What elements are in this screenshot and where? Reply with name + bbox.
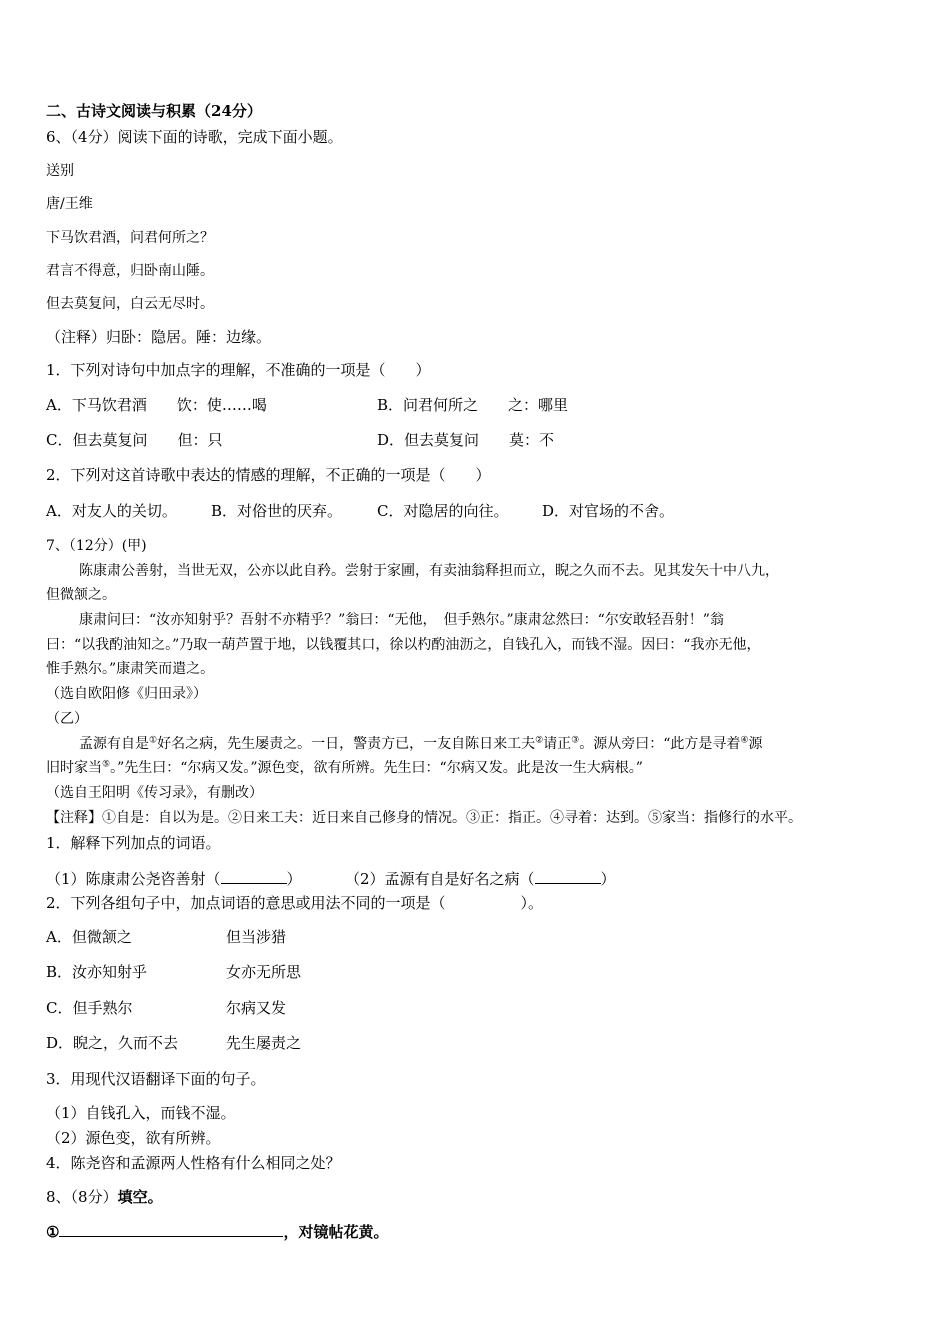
q6-sub1-stem: 1．下列对诗句中加点字的理解，不准确的一项是（ ） (46, 361, 431, 379)
q7-sub2-option-d-right: 先生屡责之 (226, 1034, 302, 1052)
q7-sub2-stem: 2．下列各组句子中，加点词语的意思或用法不同的一项是（ ）。 (46, 894, 544, 912)
passage-jia-line: 曰：“以我酌油知之。”乃取一葫芦置于地，以钱覆其口，徐以杓酌油沥之，自钱孔入，而钱不湿。因曰：“我亦无他， (46, 637, 761, 653)
q6-sub1-option-a: A．下马饮君酒 饮：使……喝 (46, 396, 267, 414)
q6-sub2-option-c: C．对隐居的向往。 (377, 502, 509, 520)
answer-blank[interactable] (535, 868, 601, 884)
poem-title: 送别 (46, 163, 74, 179)
poem-line: 下马饮君酒，问君何所之？ (46, 230, 214, 246)
q7-sub3-item2: （2）源色变，欲有所辨。 (46, 1129, 221, 1147)
poem-author: 唐/王维 (46, 196, 93, 212)
question-8-stem: 8、（8分）填空。 (46, 1188, 163, 1206)
q6-sub2-option-a: A．对友人的关切。 (46, 502, 177, 520)
q7-sub1-stem: 1．解释下列加点的词语。 (46, 834, 221, 852)
passage-notes: 【注释】①自是：自以为是。②日来工夫：近日来自己修身的情况。③正：指正。④寻着：达到。⑤家当：指修行的水平。 (46, 810, 802, 826)
passage-jia-line: 陈康肃公善射，当世无双，公亦以此自矜。尝射于家圃，有卖油翁释担而立，睨之久而不去。见其发矢十中八九， (79, 563, 779, 579)
passage-jia-source: （选自欧阳修《归田录》） (46, 686, 207, 702)
passage-jia-line: 但微颔之。 (46, 587, 116, 603)
question-6-stem: 6、（4分）阅读下面的诗歌，完成下面小题。 (46, 128, 343, 146)
poem-line: 但去莫复问，白云无尽时。 (46, 296, 214, 312)
q6-sub2-option-d: D．对官场的不舍。 (542, 502, 675, 520)
q7-sub3-stem: 3．用现代汉语翻译下面的句子。 (46, 1070, 266, 1088)
passage-yi-label: （乙） (46, 711, 88, 727)
passage-jia-line: 康肃问曰：“汝亦知射乎？吾射不亦精乎？”翁曰：“无他， 但手熟尔。”康肃忿然曰：“尔安敢轻吾射！”翁 (79, 612, 724, 628)
question-7-stem: 7、（12分）(甲) (46, 538, 147, 554)
q7-sub2-option-b-right: 女亦无所思 (226, 963, 302, 981)
q6-sub2-stem: 2．下列对这首诗歌中表达的情感的理解，不正确的一项是（ ） (46, 466, 491, 484)
q7-sub1-item2: （2）孟源有自是好名之病（ ） (345, 870, 616, 888)
passage-yi-line: 旧时家当⑤。”先生曰：“尔病又发。”源色变，欲有所辨。先生曰：“尔病又发。此是汝一生大病根。” (46, 759, 643, 776)
poem-line: 君言不得意，归卧南山陲。 (46, 263, 214, 279)
poem-note: （注释）归卧：隐居。陲：边缘。 (46, 328, 272, 346)
q7-sub2-option-c-left: C．但手熟尔 (46, 999, 133, 1017)
answer-blank[interactable] (59, 1221, 283, 1237)
q7-sub2-option-d-left: D．睨之，久而不去 (46, 1034, 179, 1052)
q6-sub1-option-b: B．问君何所之 之：哪里 (377, 396, 569, 414)
q7-sub2-option-a-left: A．但微颔之 (46, 928, 132, 946)
q6-sub1-option-d: D．但去莫复问 莫：不 (377, 431, 555, 449)
q7-sub1-item1: （1）陈康肃公尧咨善射（ ） (46, 870, 302, 888)
passage-yi-source: （选自王阳明《传习录》，有删改） (46, 785, 263, 801)
passage-yi-line: 孟源有自是①好名之病，先生屡责之。一日，警责方已，一友自陈日来工夫②请正③。源从旁曰：“此方是寻着④源 (79, 735, 763, 752)
q7-sub2-option-c-right: 尔病又发 (226, 999, 287, 1017)
q7-sub2-option-a-right: 但当涉猎 (226, 928, 287, 946)
q7-sub4-stem: 4．陈尧咨和孟源两人性格有什么相同之处？ (46, 1154, 341, 1172)
section-heading: 二、古诗文阅读与积累（24分） (46, 102, 262, 120)
answer-blank[interactable] (221, 868, 287, 884)
q8-item1: ① ，对镜帖花黄。 (46, 1223, 389, 1241)
passage-jia-line: 惟手熟尔。”康肃笑而遣之。 (46, 661, 215, 677)
q7-sub2-option-b-left: B．汝亦知射乎 (46, 963, 148, 981)
q6-sub2-option-b: B．对俗世的厌弃。 (211, 502, 343, 520)
q7-sub3-item1: （1）自钱孔入，而钱不湿。 (46, 1104, 236, 1122)
q6-sub1-option-c: C．但去莫复问 但：只 (46, 431, 223, 449)
